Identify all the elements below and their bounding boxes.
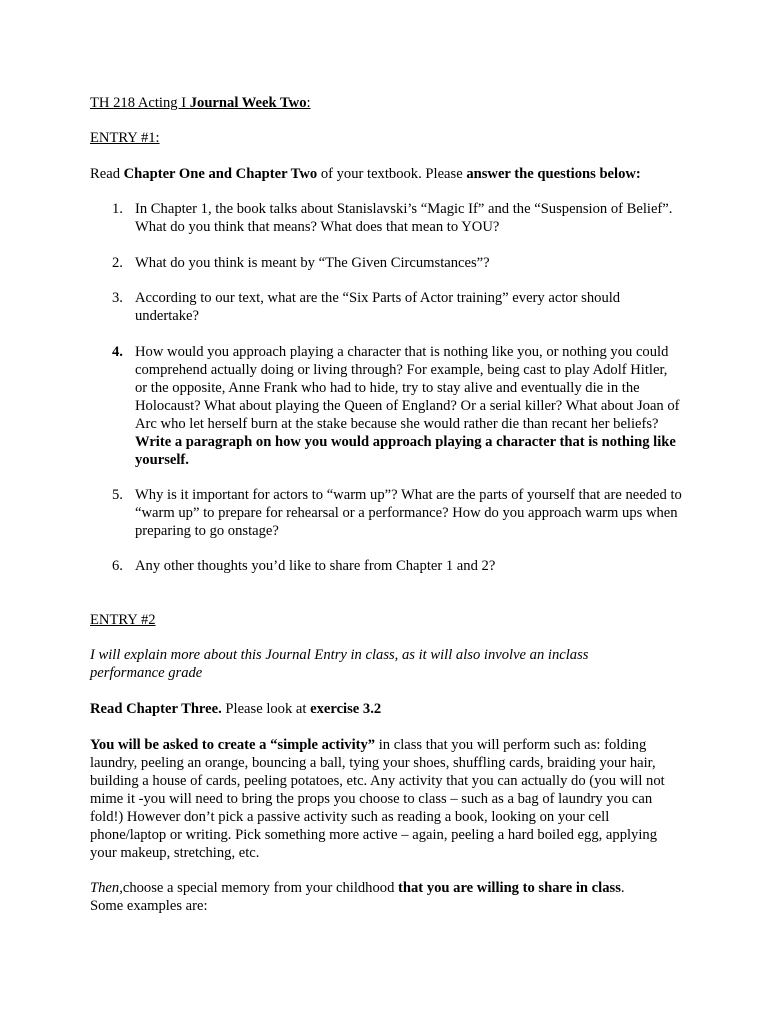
question-number: 2. xyxy=(112,255,123,271)
memory-period: . xyxy=(620,880,625,896)
course-code: TH 218 Acting I xyxy=(90,95,190,111)
page-title xyxy=(90,94,690,112)
memory-text: choose a special memory from your childhood xyxy=(122,880,399,896)
intro-instruction: answer the questions below: xyxy=(466,166,641,182)
question-text xyxy=(135,343,683,469)
read-chapter: Read Chapter Three. xyxy=(90,701,222,717)
activity-text: in class that you will perform such as: folding laundry, peeling an orange, bouncing a ball, tying your shoes, shuffling cards, braiding your hair, building a house of cards, peeling potatoes, etc. Any activity that you can actually do (you will not mime it -you will need to bring the props you choose to class – such as a bag of laundry you can fold!) However don’t pick a passive activity such as reading a book, looking on your cell phone/laptop or writing. Pick something more active – again, peeling a hard boiled egg, applying your makeup, stretching, etc. xyxy=(90,737,665,861)
title-colon: : xyxy=(306,95,311,111)
question-number: 5. xyxy=(112,487,123,503)
exercise-ref: exercise 3.2 xyxy=(310,701,382,717)
entry2-read xyxy=(90,700,690,718)
entry1-heading: ENTRY #1: xyxy=(90,130,160,146)
question-task: Write a paragraph on how you would approach playing a character that is nothing like yourself. xyxy=(135,434,676,468)
question-text: According to our text, what are the “Six Parts of Actor training” every actor should undertake? xyxy=(135,290,621,324)
read-text: Please look at xyxy=(221,701,311,717)
entry2-heading: ENTRY #2 xyxy=(90,612,156,628)
memory-paragraph xyxy=(90,879,690,915)
intro-chapters: Chapter One and Chapter Two xyxy=(123,166,318,182)
entry2-note: I will explain more about this Journal Entry in class, as it will also involve an inclass performance grade xyxy=(90,647,589,681)
question-text: Why is it important for actors to “warm up”? What are the parts of yourself that are needed to “warm up” to prepare for rehearsal or a performance? How do you approach warm ups when preparing to go onstage? xyxy=(135,487,682,539)
memory-then: Then, xyxy=(90,880,123,896)
question-text: What do you think is meant by “The Given Circumstances”? xyxy=(135,255,490,271)
question-text: Any other thoughts you’d like to share from Chapter 1 and 2? xyxy=(135,558,496,574)
question-body: How would you approach playing a character that is nothing like you, or nothing you could comprehend actually doing or living through? For example, being cast to play Adolf Hitler, or the opposite, Anne Frank who had to hide, try to stay alive and eventually die in the Holocaust? What about playing the Queen of England? Or a serial killer? What about Joan of Arc who let herself burn at the stake because she would rather die than recant her beliefs? xyxy=(135,344,680,432)
question-number: 6. xyxy=(112,558,123,574)
question-text: In Chapter 1, the book talks about Stanislavski’s “Magic If” and the “Suspension of Belief”. What do you think that means? What does that mean to YOU? xyxy=(135,201,673,235)
intro-text: Read xyxy=(90,166,124,182)
question-number: 3. xyxy=(112,290,123,306)
question-number: 4. xyxy=(112,344,123,360)
intro-text: of your textbook. Please xyxy=(317,166,467,182)
examples-label: Some examples are: xyxy=(90,898,208,914)
activity-lead: You will be asked to create a “simple activity” xyxy=(90,737,376,753)
activity-paragraph xyxy=(90,736,680,862)
entry1-intro xyxy=(90,165,690,183)
memory-emphasis: that you are willing to share in class xyxy=(398,880,621,896)
journal-title: Journal Week Two xyxy=(189,95,307,111)
question-number: 1. xyxy=(112,201,123,217)
